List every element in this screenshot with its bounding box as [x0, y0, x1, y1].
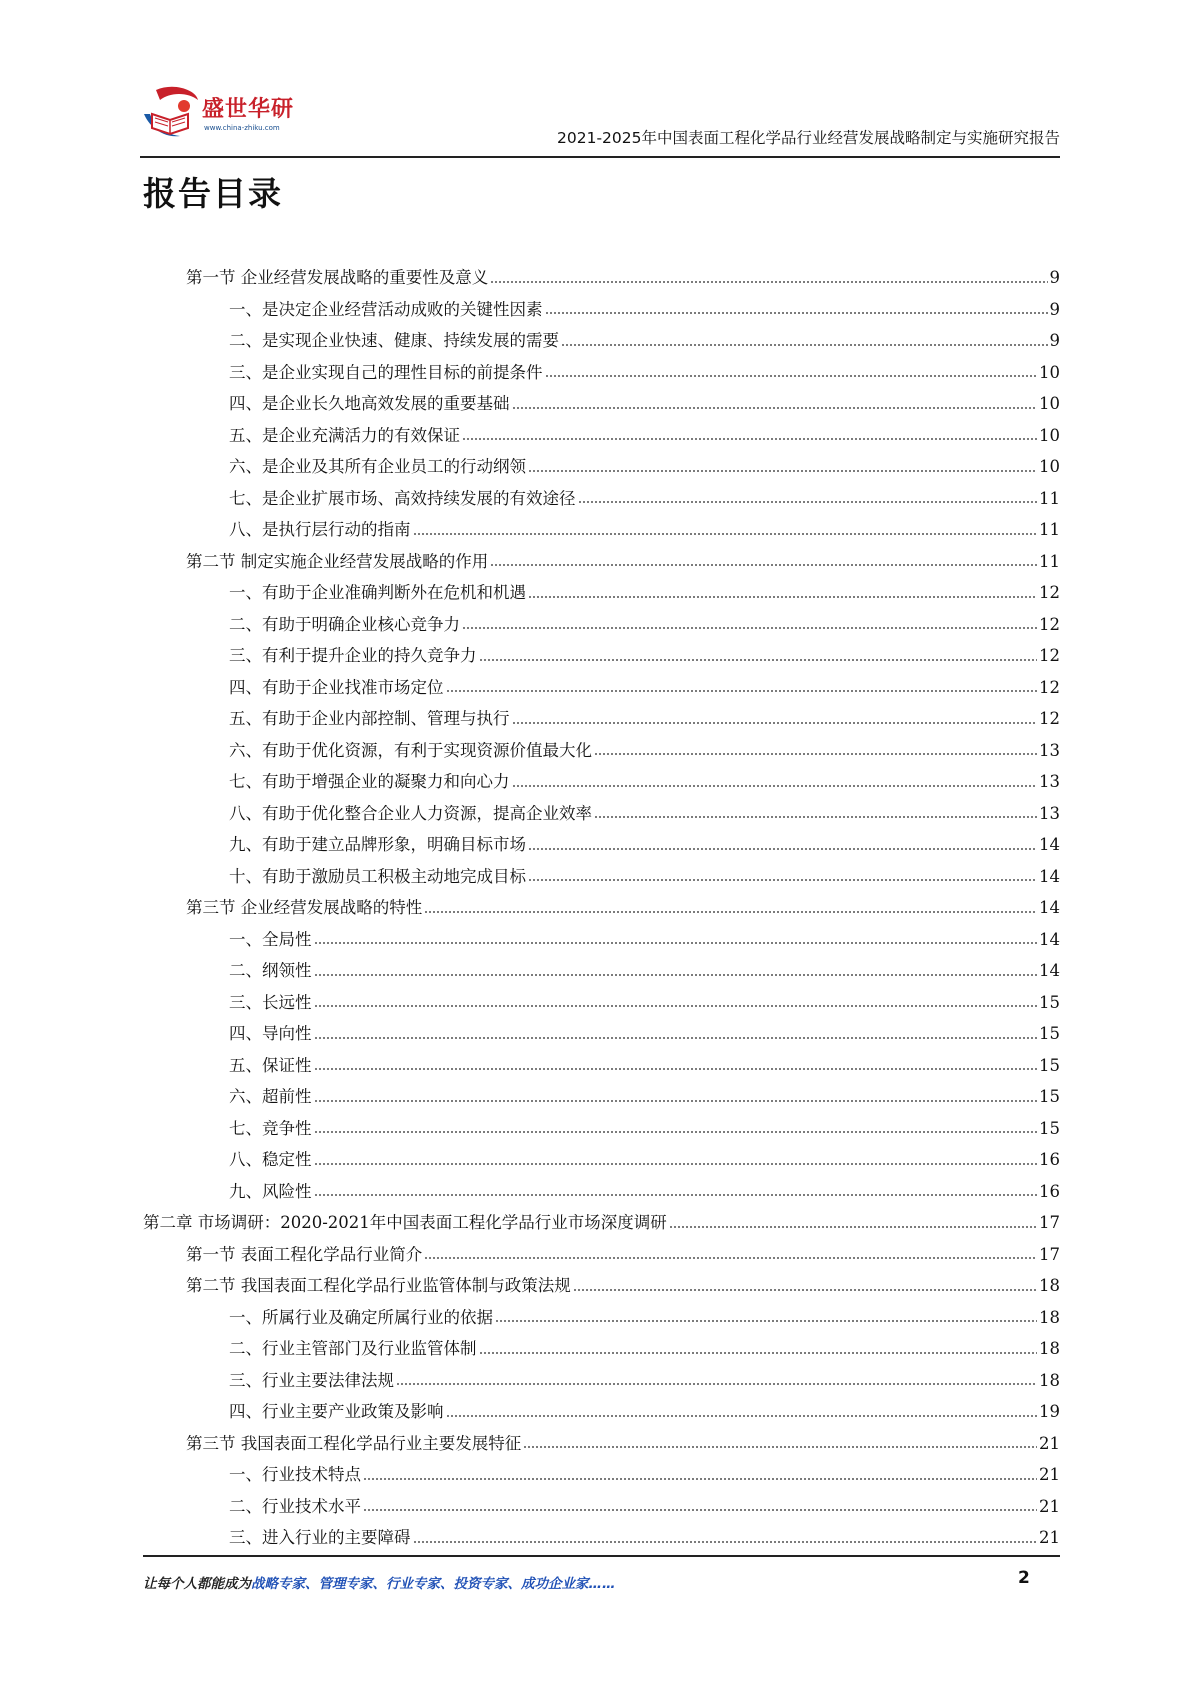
toc-entry-page: 12	[1039, 646, 1060, 665]
footer-slogan-lead: 让每个人都能成为	[143, 1576, 251, 1592]
toc-entry[interactable]	[143, 987, 1060, 1019]
toc-entry[interactable]	[143, 672, 1060, 704]
toc-entry-title: 六、超前性	[229, 1087, 312, 1106]
toc-entry-title: 四、导向性	[229, 1024, 312, 1043]
toc-entry[interactable]	[143, 1396, 1060, 1428]
toc-entry-page: 13	[1039, 803, 1060, 823]
toc-entry-page: 15	[1039, 992, 1060, 1012]
toc-entry-page: 19	[1039, 1402, 1060, 1421]
toc-entry[interactable]	[143, 294, 1060, 326]
toc-dot-leader	[528, 846, 1037, 852]
toc-entry-title: 第三节 企业经营发展战略的特性	[186, 898, 423, 917]
toc-entry-title: 二、行业技术水平	[229, 1496, 361, 1516]
toc-dot-leader	[523, 1444, 1037, 1450]
toc-entry-title: 五、是企业充满活力的有效保证	[229, 425, 460, 445]
toc-entry-page: 16	[1039, 1150, 1060, 1169]
toc-dot-leader	[363, 1476, 1037, 1482]
toc-dot-leader	[314, 1161, 1038, 1167]
toc-entry[interactable]	[143, 1302, 1060, 1334]
toc-entry-page: 15	[1039, 1024, 1060, 1043]
toc-entry-title: 三、长远性	[229, 992, 312, 1012]
toc-dot-leader	[413, 531, 1038, 537]
toc-entry-title: 七、是企业扩展市场、高效持续发展的有效途径	[229, 488, 576, 508]
toc-entry[interactable]	[143, 546, 1060, 578]
toc-entry-title: 二、有助于明确企业核心竞争力	[229, 614, 460, 634]
toc-entry-title: 八、是执行层行动的指南	[229, 520, 411, 539]
toc-entry[interactable]	[143, 1113, 1060, 1145]
toc-dot-leader	[545, 310, 1048, 316]
toc-dot-leader	[314, 972, 1038, 978]
table-of-contents	[143, 262, 1060, 1554]
logo-url: www.china-zhiku.com	[204, 124, 280, 132]
toc-entry-page: 15	[1039, 1118, 1060, 1138]
toc-entry-page: 12	[1039, 709, 1060, 728]
toc-dot-leader	[669, 1224, 1037, 1230]
toc-entry-title: 七、有助于增强企业的凝聚力和向心力	[229, 772, 510, 791]
toc-entry[interactable]	[143, 483, 1060, 515]
footer-divider	[143, 1555, 1060, 1557]
toc-entry-title: 三、进入行业的主要障碍	[229, 1528, 411, 1547]
toc-entry[interactable]	[143, 1018, 1060, 1050]
toc-entry-title: 一、是决定企业经营活动成败的关键性因素	[229, 299, 543, 319]
toc-entry-page: 11	[1039, 488, 1060, 508]
toc-dot-leader	[512, 783, 1038, 789]
toc-entry-page: 17	[1039, 1244, 1060, 1264]
toc-entry-page: 11	[1039, 551, 1060, 571]
toc-entry-title: 六、是企业及其所有企业员工的行动纲领	[229, 457, 526, 476]
toc-entry-page: 18	[1039, 1276, 1060, 1295]
toc-entry-page: 10	[1039, 457, 1060, 476]
toc-dot-leader	[424, 909, 1037, 915]
toc-dot-leader	[479, 1350, 1038, 1356]
toc-entry-page: 12	[1039, 583, 1060, 602]
toc-entry-page: 15	[1039, 1087, 1060, 1106]
toc-entry-title: 一、行业技术特点	[229, 1465, 361, 1484]
toc-dot-leader	[594, 751, 1037, 757]
toc-entry-title: 五、有助于企业内部控制、管理与执行	[229, 709, 510, 728]
toc-dot-leader	[424, 1255, 1037, 1261]
toc-entry[interactable]	[143, 357, 1060, 389]
toc-entry-title: 四、行业主要产业政策及影响	[229, 1402, 444, 1421]
toc-entry[interactable]	[143, 609, 1060, 641]
toc-entry-title: 二、行业主管部门及行业监管体制	[229, 1339, 477, 1358]
toc-entry[interactable]	[143, 262, 1060, 294]
toc-entry[interactable]	[143, 514, 1060, 546]
toc-entry[interactable]	[143, 1459, 1060, 1491]
toc-entry[interactable]	[143, 735, 1060, 767]
toc-dot-leader	[363, 1507, 1037, 1513]
toc-entry-title: 三、是企业实现自己的理性目标的前提条件	[229, 362, 543, 382]
toc-entry-page: 18	[1039, 1339, 1060, 1358]
toc-entry-page: 10	[1039, 362, 1060, 382]
toc-entry[interactable]	[143, 1050, 1060, 1082]
toc-dot-leader	[396, 1381, 1037, 1387]
toc-entry-title: 九、有助于建立品牌形象，明确目标市场	[229, 835, 526, 854]
toc-dot-leader	[495, 1318, 1037, 1324]
toc-entry-title: 第二章 市场调研：2020-2021年中国表面工程化学品行业市场深度调研	[143, 1213, 667, 1232]
page-header	[140, 80, 1060, 162]
toc-entry-page: 14	[1039, 866, 1060, 886]
toc-entry-page: 18	[1039, 1307, 1060, 1327]
toc-dot-leader	[545, 373, 1038, 379]
toc-dot-leader	[490, 279, 1047, 285]
toc-entry-title: 二、是实现企业快速、健康、持续发展的需要	[229, 331, 559, 350]
toc-entry-page: 16	[1039, 1181, 1060, 1201]
toc-entry-title: 四、是企业长久地高效发展的重要基础	[229, 394, 510, 413]
toc-dot-leader	[462, 436, 1037, 442]
toc-dot-leader	[314, 1192, 1038, 1198]
toc-entry-title: 八、稳定性	[229, 1150, 312, 1169]
toc-entry-page: 17	[1039, 1213, 1060, 1232]
toc-entry-page: 13	[1039, 772, 1060, 791]
toc-entry[interactable]	[143, 1144, 1060, 1176]
toc-entry-page: 12	[1039, 677, 1060, 697]
toc-entry[interactable]	[143, 924, 1060, 956]
toc-dot-leader	[314, 1003, 1038, 1009]
toc-dot-leader	[413, 1539, 1038, 1545]
toc-dot-leader	[578, 499, 1038, 505]
toc-entry[interactable]	[143, 325, 1060, 357]
toc-entry-page: 15	[1039, 1055, 1060, 1075]
toc-entry-title: 第一节 企业经营发展战略的重要性及意义	[186, 268, 489, 287]
toc-dot-leader	[573, 1287, 1037, 1293]
toc-entry-page: 14	[1039, 898, 1060, 917]
toc-entry[interactable]	[143, 766, 1060, 798]
toc-entry-page: 14	[1039, 929, 1060, 949]
toc-entry-title: 第二节 我国表面工程化学品行业监管体制与政策法规	[186, 1276, 571, 1295]
toc-entry[interactable]	[143, 955, 1060, 987]
toc-entry-page: 18	[1039, 1370, 1060, 1390]
toc-entry[interactable]	[143, 1270, 1060, 1302]
toc-entry-title: 第二节 制定实施企业经营发展战略的作用	[186, 551, 489, 571]
toc-entry[interactable]	[143, 451, 1060, 483]
toc-entry-page: 21	[1039, 1465, 1060, 1484]
toc-entry[interactable]	[143, 861, 1060, 893]
toc-dot-leader	[561, 342, 1048, 348]
page-title: 报告目录	[143, 174, 283, 213]
toc-entry-title: 六、有助于优化资源，有利于实现资源价值最大化	[229, 740, 592, 760]
toc-entry[interactable]	[143, 1081, 1060, 1113]
toc-entry[interactable]	[143, 388, 1060, 420]
toc-entry-title: 一、有助于企业准确判断外在危机和机遇	[229, 583, 526, 602]
toc-entry-page: 10	[1039, 425, 1060, 445]
toc-entry[interactable]	[143, 1522, 1060, 1554]
toc-entry-page: 21	[1039, 1528, 1060, 1547]
toc-entry-page: 13	[1039, 740, 1060, 760]
toc-entry[interactable]	[143, 798, 1060, 830]
logo-name: 盛世华研	[202, 97, 295, 122]
toc-entry[interactable]	[143, 640, 1060, 672]
toc-entry[interactable]	[143, 1491, 1060, 1523]
toc-entry[interactable]	[143, 1333, 1060, 1365]
toc-dot-leader	[594, 814, 1037, 820]
report-title: 2021-2025年中国表面工程化学品行业经营发展战略制定与实施研究报告	[557, 129, 1060, 147]
toc-dot-leader	[314, 1066, 1038, 1072]
toc-entry-title: 三、行业主要法律法规	[229, 1370, 394, 1390]
toc-dot-leader	[512, 720, 1038, 726]
toc-entry-title: 七、竞争性	[229, 1118, 312, 1138]
toc-entry[interactable]	[143, 577, 1060, 609]
toc-entry-page: 9	[1049, 268, 1060, 287]
toc-dot-leader	[314, 1035, 1038, 1041]
toc-dot-leader	[528, 468, 1037, 474]
toc-entry[interactable]	[143, 1239, 1060, 1271]
toc-entry[interactable]	[143, 420, 1060, 452]
toc-entry[interactable]	[143, 1365, 1060, 1397]
toc-dot-leader	[528, 877, 1037, 883]
toc-entry[interactable]	[143, 892, 1060, 924]
toc-entry-title: 一、全局性	[229, 929, 312, 949]
page-number: 2	[1018, 1568, 1030, 1588]
toc-entry-title: 四、有助于企业找准市场定位	[229, 677, 444, 697]
footer-slogan	[143, 1572, 616, 1592]
toc-entry-title: 第三节 我国表面工程化学品行业主要发展特征	[186, 1433, 522, 1453]
toc-dot-leader	[314, 1098, 1038, 1104]
toc-entry[interactable]	[143, 703, 1060, 735]
logo-book-swoosh-icon	[140, 84, 204, 144]
toc-entry-page: 11	[1039, 520, 1060, 539]
toc-entry-page: 9	[1049, 299, 1060, 319]
header-divider	[140, 156, 1060, 158]
toc-entry[interactable]	[143, 829, 1060, 861]
toc-dot-leader	[446, 1413, 1038, 1419]
toc-entry-title: 九、风险性	[229, 1181, 312, 1201]
toc-dot-leader	[528, 594, 1037, 600]
toc-entry-page: 14	[1039, 961, 1060, 980]
footer-slogan-accent: 战略专家、管理专家、行业专家、投资专家、成功企业家……	[251, 1576, 616, 1592]
toc-dot-leader	[512, 405, 1038, 411]
toc-entry-page: 9	[1049, 331, 1060, 350]
toc-entry-title: 一、所属行业及确定所属行业的依据	[229, 1307, 493, 1327]
toc-entry-title: 八、有助于优化整合企业人力资源，提高企业效率	[229, 803, 592, 823]
toc-dot-leader	[314, 1129, 1038, 1135]
toc-entry-title: 第一节 表面工程化学品行业简介	[186, 1244, 423, 1264]
toc-entry[interactable]	[143, 1176, 1060, 1208]
toc-entry-title: 五、保证性	[229, 1055, 312, 1075]
toc-entry-page: 10	[1039, 394, 1060, 413]
toc-entry-title: 三、有利于提升企业的持久竞争力	[229, 646, 477, 665]
toc-dot-leader	[479, 657, 1038, 663]
toc-dot-leader	[490, 562, 1037, 568]
toc-dot-leader	[462, 625, 1037, 631]
toc-dot-leader	[314, 940, 1038, 946]
toc-entry-page: 21	[1039, 1433, 1060, 1453]
toc-entry-title: 二、纲领性	[229, 961, 312, 980]
toc-entry-title: 十、有助于激励员工积极主动地完成目标	[229, 866, 526, 886]
company-logo	[140, 80, 310, 150]
toc-entry[interactable]	[143, 1207, 1060, 1239]
toc-entry[interactable]	[143, 1428, 1060, 1460]
toc-entry-page: 21	[1039, 1496, 1060, 1516]
toc-entry-page: 12	[1039, 614, 1060, 634]
toc-dot-leader	[446, 688, 1038, 694]
toc-entry-page: 14	[1039, 835, 1060, 854]
